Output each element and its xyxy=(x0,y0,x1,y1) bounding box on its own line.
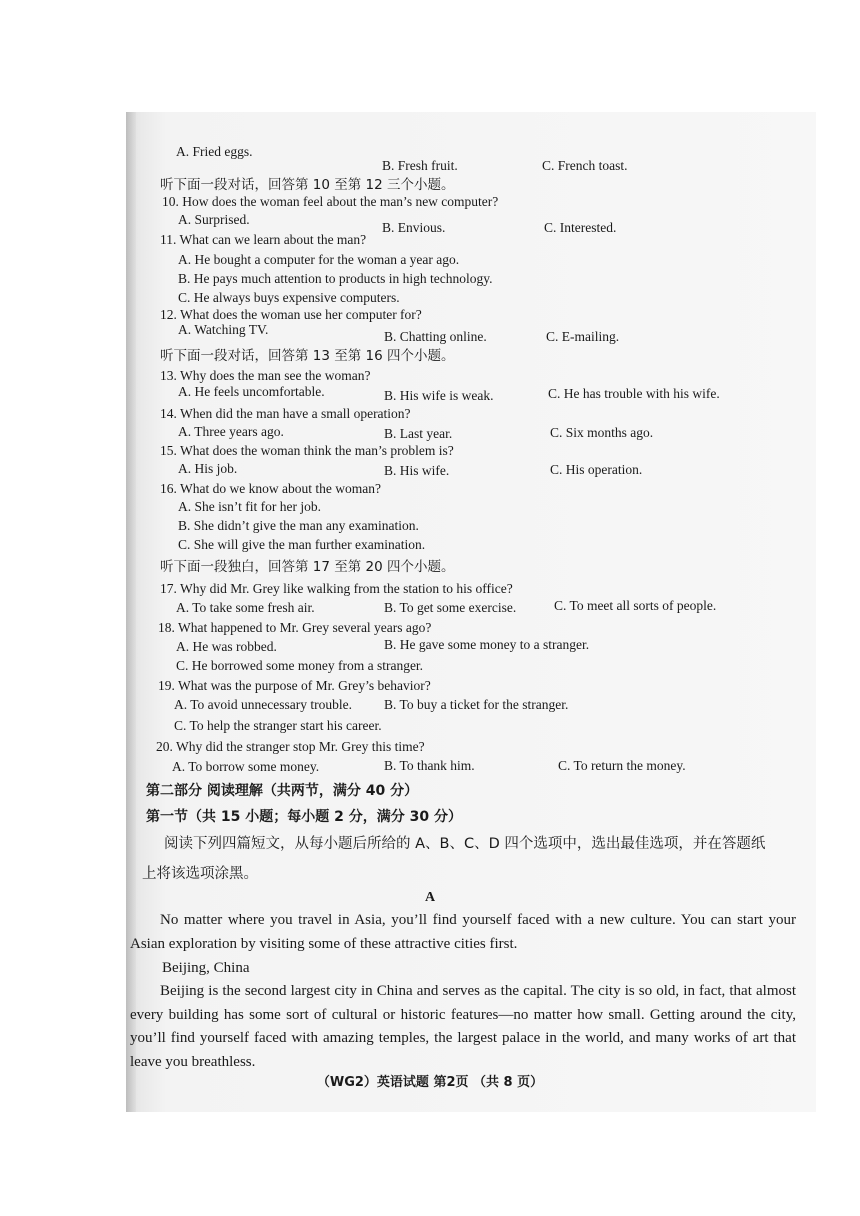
q17-option-a: A. To take some fresh air. xyxy=(176,600,315,615)
q17-stem: 17. Why did Mr. Grey like walking from the station to his office? xyxy=(160,581,513,596)
q16-option-a: A. She isn’t fit for her job. xyxy=(178,499,321,514)
q20-option-c: C. To return the money. xyxy=(558,758,686,773)
reading-instruction-line1: 阅读下列四篇短文，从每小题后所给的 A、B、C、D 四个选项中，选出最佳选项，并在答题纸 xyxy=(164,836,766,852)
q17-option-b: B. To get some exercise. xyxy=(384,600,517,615)
q20-option-a: A. To borrow some money. xyxy=(172,759,320,774)
part2-heading: 第二部分 阅读理解（共两节，满分 40 分） xyxy=(146,783,419,799)
q15-stem: 15. What does the woman think the man’s problem is? xyxy=(160,443,454,458)
q14-option-c: C. Six months ago. xyxy=(550,425,654,440)
q13-option-a: A. He feels uncomfortable. xyxy=(178,384,325,399)
q18-option-a: A. He was robbed. xyxy=(176,639,277,654)
q10-stem: 10. How does the woman feel about the man’s new computer? xyxy=(162,194,499,209)
q19-option-b: B. To buy a ticket for the stranger. xyxy=(384,697,569,712)
q9-option-b: B. Fresh fruit. xyxy=(382,158,458,173)
q15-option-b: B. His wife. xyxy=(384,463,450,478)
passage-heading-beijing: Beijing, China xyxy=(162,960,250,976)
section1-heading: 第一节（共 15 小题；每小题 2 分，满分 30 分） xyxy=(146,809,462,825)
q12-stem: 12. What does the woman use her computer for? xyxy=(160,307,422,322)
passage-letter: A xyxy=(424,890,436,905)
q12-option-a: A. Watching TV. xyxy=(178,322,269,337)
q16-option-b: B. She didn’t give the man any examination. xyxy=(178,518,419,533)
q9-option-a: A. Fried eggs. xyxy=(176,144,253,159)
q16-option-c: C. She will give the man further examination. xyxy=(178,537,426,552)
q11-option-c: C. He always buys expensive computers. xyxy=(178,290,400,305)
scan-shadow-edge xyxy=(126,112,136,1112)
q20-stem: 20. Why did the stranger stop Mr. Grey this time? xyxy=(156,739,425,754)
q15-option-a: A. His job. xyxy=(178,461,238,476)
q13-option-b: B. His wife is weak. xyxy=(384,388,494,403)
q19-stem: 19. What was the purpose of Mr. Grey’s behavior? xyxy=(158,678,431,693)
q13-option-c: C. He has trouble with his wife. xyxy=(548,386,720,401)
q11-option-a: A. He bought a computer for the woman a year ago. xyxy=(178,252,460,267)
q11-stem: 11. What can we learn about the man? xyxy=(160,232,367,247)
instruction-dialog-10-12: 听下面一段对话，回答第 10 至第 12 三个小题。 xyxy=(160,177,455,193)
q11-option-b: B. He pays much attention to products in high technology. xyxy=(178,271,493,286)
q18-option-c: C. He borrowed some money from a stranger. xyxy=(176,658,424,673)
reading-instruction-line2: 上将该选项涂黑。 xyxy=(142,866,258,882)
q16-stem: 16. What do we know about the woman? xyxy=(160,481,381,496)
q15-option-c: C. His operation. xyxy=(550,462,643,477)
q10-option-b: B. Envious. xyxy=(382,220,446,235)
q14-option-a: A. Three years ago. xyxy=(178,424,284,439)
q14-option-b: B. Last year. xyxy=(384,426,453,441)
q17-option-c: C. To meet all sorts of people. xyxy=(554,598,717,613)
q10-option-a: A. Surprised. xyxy=(178,212,250,227)
q12-option-b: B. Chatting online. xyxy=(384,329,487,344)
q13-stem: 13. Why does the man see the woman? xyxy=(160,368,371,383)
q12-option-c: C. E-mailing. xyxy=(546,329,620,344)
q14-stem: 14. When did the man have a small operation? xyxy=(160,406,411,421)
instruction-dialog-13-16: 听下面一段对话，回答第 13 至第 16 四个小题。 xyxy=(160,348,455,364)
q19-option-a: A. To avoid unnecessary trouble. xyxy=(174,697,353,712)
q10-option-c: C. Interested. xyxy=(544,220,617,235)
q18-stem: 18. What happened to Mr. Grey several years ago? xyxy=(158,620,432,635)
q19-option-c: C. To help the stranger start his career. xyxy=(174,718,382,733)
page-footer: （WG2）英语试题 第2页 （共 8 页） xyxy=(316,1075,544,1090)
q20-option-b: B. To thank him. xyxy=(384,758,475,773)
passage-paragraph-1: No matter where you travel in Asia, you’ll find yourself faced with a new culture. You can start your Asian exploration by visiting some of these attractive cities first. xyxy=(130,912,796,952)
instruction-monologue-17-20: 听下面一段独白，回答第 17 至第 20 四个小题。 xyxy=(160,559,455,575)
q18-option-b: B. He gave some money to a stranger. xyxy=(384,637,590,652)
q9-option-c: C. French toast. xyxy=(542,158,628,173)
passage-paragraph-2: Beijing is the second largest city in China and serves as the capital. The city is so old, in fact, that almost every building has some sort of cultural or historic features—no matter how small. Getting around the city, you’ll find yourself faced with amazing temples, the largest palace in the world, and many works of art that leave you breathless. xyxy=(130,983,796,1070)
